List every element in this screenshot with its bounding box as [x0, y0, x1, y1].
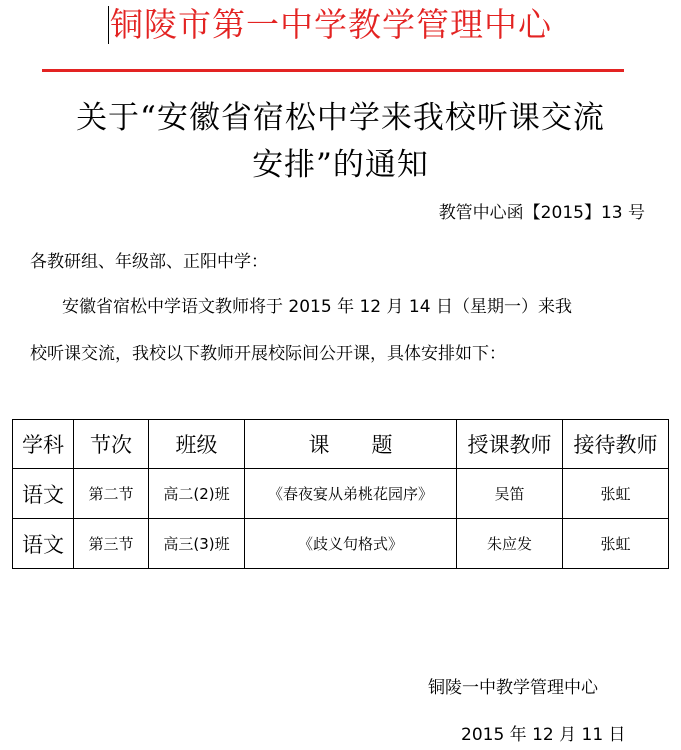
- cell-subject: 语文: [13, 519, 74, 569]
- cell-topic: 《歧义句格式》: [245, 519, 457, 569]
- cell-host: 张虹: [563, 519, 669, 569]
- cell-class: 高二(2)班: [149, 469, 245, 519]
- header-host: 接待教师: [563, 420, 669, 469]
- body-paragraph-line-2: 校听课交流，我校以下教师开展校际间公开课，具体安排如下：: [30, 344, 506, 364]
- cell-topic: 《春夜宴从弟桃花园序》: [245, 469, 457, 519]
- table-header-row: [13, 420, 669, 469]
- cell-subject: 语文: [13, 469, 74, 519]
- table-row: [13, 469, 669, 519]
- notice-title-line-2: 安排”的通知: [252, 147, 429, 183]
- body-paragraph-line-1: 安徽省宿松中学语文教师将于 2015 年 12 月 14 日（星期一）来我: [62, 297, 572, 317]
- signature-date: 2015 年 12 月 11 日: [461, 725, 626, 745]
- header-lecturer: 授课教师: [457, 420, 563, 469]
- cell-period: 第二节: [74, 469, 149, 519]
- cell-host: 张虹: [563, 469, 669, 519]
- header-period: 节次: [74, 420, 149, 469]
- header-class: 班级: [149, 420, 245, 469]
- cell-lecturer: 朱应发: [457, 519, 563, 569]
- signature-organization: 铜陵一中教学管理中心: [428, 678, 598, 698]
- schedule-table: [12, 419, 669, 569]
- salutation: 各教研组、年级部、正阳中学：: [30, 252, 268, 272]
- cell-period: 第三节: [74, 519, 149, 569]
- header-topic: 课 题: [245, 420, 457, 469]
- document-number: 教管中心函【2015】13 号: [438, 203, 645, 223]
- cell-class: 高三(3)班: [149, 519, 245, 569]
- header-subject: 学科: [13, 420, 74, 469]
- notice-title-line-1: 关于“安徽省宿松中学来我校听课交流: [76, 100, 605, 136]
- letterhead-divider: [42, 69, 624, 72]
- cell-lecturer: 吴笛: [457, 469, 563, 519]
- text-cursor: [108, 6, 109, 44]
- letterhead-title: 铜陵市第一中学教学管理中心: [110, 5, 552, 44]
- table-row: [13, 519, 669, 569]
